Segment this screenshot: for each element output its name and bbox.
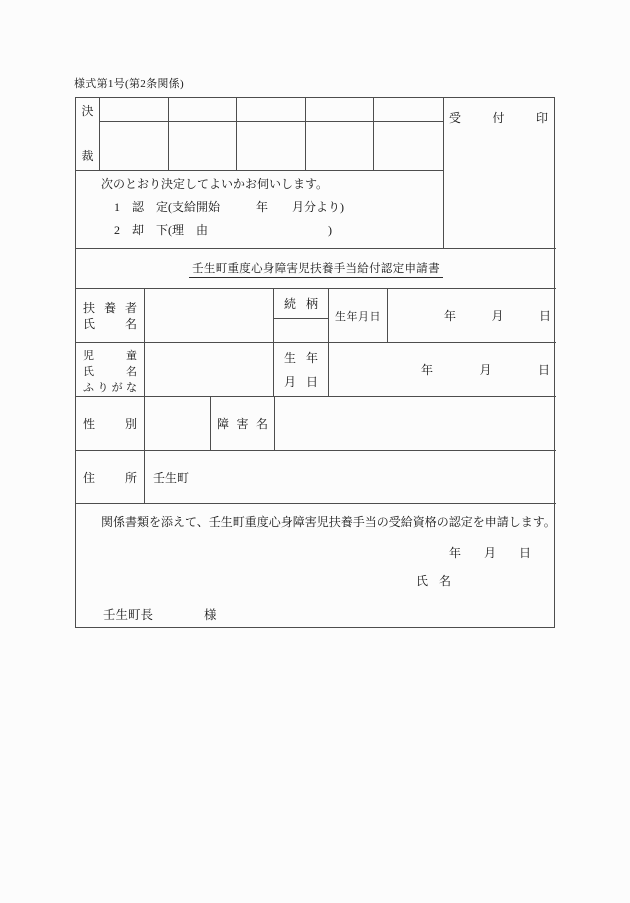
approval-cell — [374, 98, 443, 122]
gender-label: 性 別 — [76, 397, 145, 450]
application-statement-section — [76, 504, 556, 629]
approval-cell — [306, 98, 375, 122]
guardian-name-label: 扶 養 者 氏 名 — [76, 289, 145, 342]
form-title: 壬生町重度心身障害児扶養手当給付認定申請書 — [189, 260, 443, 278]
relationship-cell — [274, 289, 329, 342]
reception-stamp-box — [444, 98, 556, 249]
approval-cell — [169, 98, 238, 122]
inquiry-intro: 次のとおり決定してよいかお伺いします。 — [101, 177, 329, 191]
address-field — [145, 451, 556, 503]
disability-label: 障 害 名 — [211, 397, 275, 450]
address-value: 壬生町 — [153, 470, 190, 485]
applicant-name-label: 氏 名 — [416, 574, 451, 588]
form-title-row — [76, 249, 556, 289]
guardian-birthdate-label: 生年月日 — [329, 289, 388, 342]
gender-field — [145, 397, 211, 450]
day-label: 日 — [537, 363, 550, 377]
child-birthdate-label: 生 年 月 日 — [274, 343, 329, 396]
mayor-label: 壬生町長 — [103, 608, 154, 622]
inquiry-option-approve: 1 認 定(支給開始 年 月分より) — [114, 200, 344, 214]
approval-cell — [100, 122, 169, 170]
form-number-label: 様式第1号(第2条関係) — [74, 78, 184, 90]
child-name-field — [145, 343, 274, 396]
approval-cell — [100, 98, 169, 122]
gender-disability-row — [76, 397, 556, 451]
application-statement: 関係書類を添えて、壬生町重度心身障害児扶養手当の受給資格の認定を申請します。 — [101, 515, 556, 529]
day-label: 日 — [519, 546, 532, 560]
approval-cell — [169, 122, 238, 170]
approval-cell — [237, 98, 306, 122]
disability-field — [275, 397, 556, 450]
guardian-row — [76, 289, 556, 343]
address-label: 住 所 — [76, 451, 145, 503]
year-label: 年 — [421, 363, 434, 377]
guardian-birthdate-field — [388, 289, 556, 342]
day-label: 日 — [538, 309, 551, 323]
inquiry-option-reject: 2 却 下(理 由 ) — [114, 223, 332, 237]
approval-cell — [306, 122, 375, 170]
relationship-label: 続 柄 — [274, 289, 328, 319]
application-form-sheet — [75, 97, 555, 628]
child-birthdate-field — [329, 343, 556, 396]
month-label: 月 — [484, 546, 497, 560]
year-label: 年 — [449, 546, 462, 560]
child-name-label: 児 童 氏 名 ふ り が な — [76, 343, 145, 396]
honorific-label: 様 — [204, 608, 217, 622]
application-date — [449, 544, 531, 561]
year-label: 年 — [444, 309, 457, 323]
approval-label: 決 裁 — [76, 98, 100, 170]
approval-grid — [76, 98, 444, 171]
approval-cell — [237, 122, 306, 170]
guardian-name-field — [145, 289, 274, 342]
approval-cell — [374, 122, 443, 170]
month-label: 月 — [491, 309, 504, 323]
month-label: 月 — [479, 363, 492, 377]
addressee-line — [103, 605, 217, 623]
address-row — [76, 451, 556, 504]
reception-stamp-label: 受 付 印 — [449, 111, 548, 125]
inquiry-section — [76, 171, 444, 249]
child-row — [76, 343, 556, 397]
